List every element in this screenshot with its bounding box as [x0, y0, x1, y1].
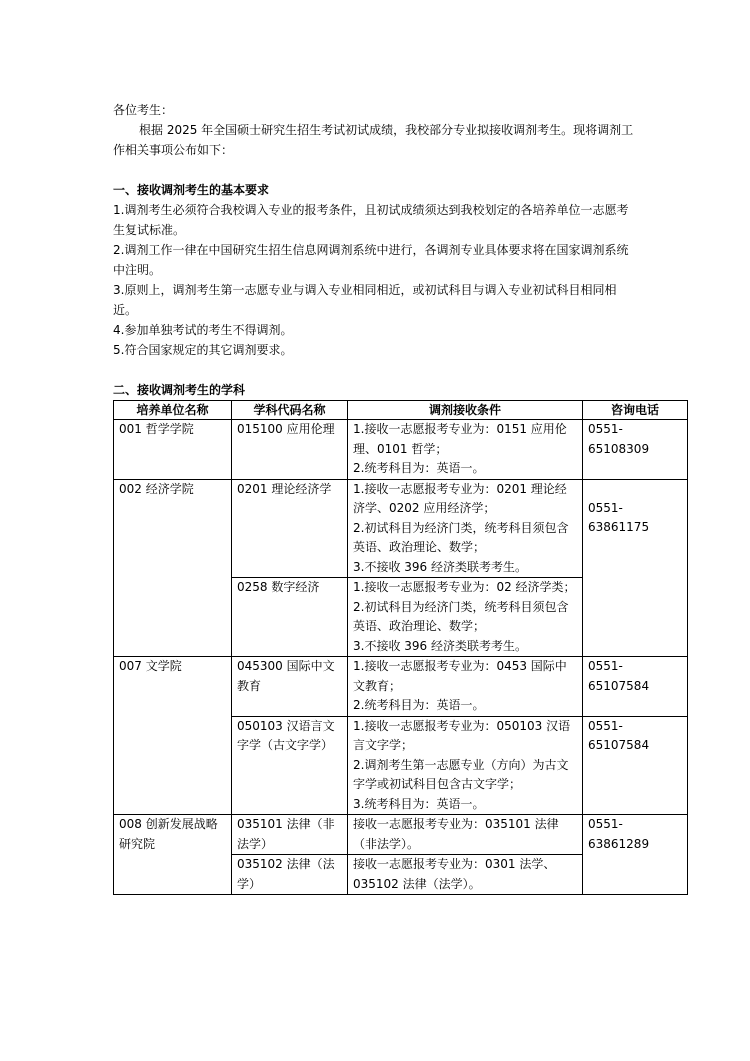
subjects-table: [113, 400, 688, 895]
table-row: [114, 479, 688, 578]
phone-cell: 0551-65107584: [583, 716, 688, 815]
requirement-item: 4.参加单独考试的考生不得调剂。: [113, 323, 293, 337]
condition-line: 2.初试科目为经济门类，统考科目须包含英语、政治理论、数学；: [353, 520, 569, 554]
condition-line: 2.统考科目为：英语一。: [353, 698, 485, 712]
phone-number: 0551-63861175: [588, 500, 650, 534]
major-cell: 035101 法律（非法学）: [232, 815, 348, 855]
table-row: [114, 420, 688, 480]
phone-cell: [583, 479, 688, 657]
condition-cell: [348, 420, 583, 480]
unit-cell: 007 文学院: [114, 657, 232, 815]
condition-cell: [348, 815, 583, 855]
condition-line: 2.统考科目为：英语一。: [353, 461, 485, 475]
condition-cell: [348, 479, 583, 578]
condition-cell: [348, 657, 583, 717]
phone-cell: 0551-65107584: [583, 657, 688, 717]
greeting: 各位考生：: [113, 103, 174, 117]
condition-line: 1.接收一志愿报考专业为：0201 理论经济学、0202 应用经济学；: [353, 481, 567, 515]
condition-line: 1.接收一志愿报考专业为：0453 国际中文教育；: [353, 659, 567, 693]
column-header: 调剂接收条件: [348, 401, 583, 420]
major-cell: 045300 国际中文教育: [232, 657, 348, 717]
major-cell: 0258 数字经济: [232, 578, 348, 657]
condition-line: 1.接收一志愿报考专业为：050103 汉语言文字学；: [353, 718, 571, 752]
section1-title: 一、接收调剂考生的基本要求: [113, 183, 270, 197]
requirement-item: 2.调剂工作一律在中国研究生招生信息网调剂系统中进行，各调剂专业具体要求将在国家调剂系统中注明。: [113, 243, 629, 277]
unit-cell: 008 创新发展战略研究院: [114, 815, 232, 895]
column-header: 培养单位名称: [114, 401, 232, 420]
table-row: [114, 815, 688, 855]
phone-cell: 0551-65108309: [583, 420, 688, 480]
unit-cell: 001 哲学学院: [114, 420, 232, 480]
condition-line: 1.接收一志愿报考专业为：02 经济学类；: [353, 580, 576, 594]
notice-document: [113, 100, 659, 895]
table-row: [114, 657, 688, 717]
major-cell: 035102 法律（法学）: [232, 855, 348, 895]
phone-cell: 0551-63861289: [583, 815, 688, 895]
requirement-item: 5.符合国家规定的其它调剂要求。: [113, 343, 293, 357]
condition-line: 2.调剂考生第一志愿专业（方向）为古文字学或初试科目包含古文字学；: [353, 757, 569, 791]
unit-cell: 002 经济学院: [114, 479, 232, 657]
table-header-row: [114, 401, 688, 420]
condition-line: 2.初试科目为经济门类，统考科目须包含英语、政治理论、数学；: [353, 599, 569, 633]
major-cell: 0201 理论经济学: [232, 479, 348, 578]
major-cell: 015100 应用伦理: [232, 420, 348, 480]
condition-line: 接收一志愿报考专业为：0301 法学、035102 法律（法学）。: [353, 857, 556, 891]
column-header: 学科代码名称: [232, 401, 348, 420]
condition-line: 1.接收一志愿报考专业为：0151 应用伦理、0101 哲学；: [353, 422, 567, 456]
condition-cell: [348, 855, 583, 895]
requirement-item: 3.原则上，调剂考生第一志愿专业与调入专业相同相近，或初试科目与调入专业初试科目相同相近。: [113, 283, 617, 317]
condition-line: 3.不接收 396 经济类联考考生。: [353, 559, 527, 574]
major-cell: 050103 汉语言文字学（古文字学）: [232, 716, 348, 815]
section2-title: 二、接收调剂考生的学科: [113, 383, 246, 397]
condition-line: 3.不接收 396 经济类联考考生。: [353, 638, 527, 653]
column-header: 咨询电话: [583, 401, 688, 420]
intro-paragraph: 根据 2025 年全国硕士研究生招生考试初试成绩，我校部分专业拟接收调剂考生。现将调剂工作相关事项公布如下：: [113, 123, 634, 157]
condition-cell: [348, 578, 583, 657]
requirement-item: 1.调剂考生必须符合我校调入专业的报考条件，且初试成绩须达到我校划定的各培养单位一志愿考生复试标准。: [113, 203, 629, 237]
condition-line: 接收一志愿报考专业为：035101 法律（非法学）。: [353, 817, 559, 851]
condition-cell: [348, 716, 583, 815]
condition-line: 3.统考科目为：英语一。: [353, 796, 485, 811]
